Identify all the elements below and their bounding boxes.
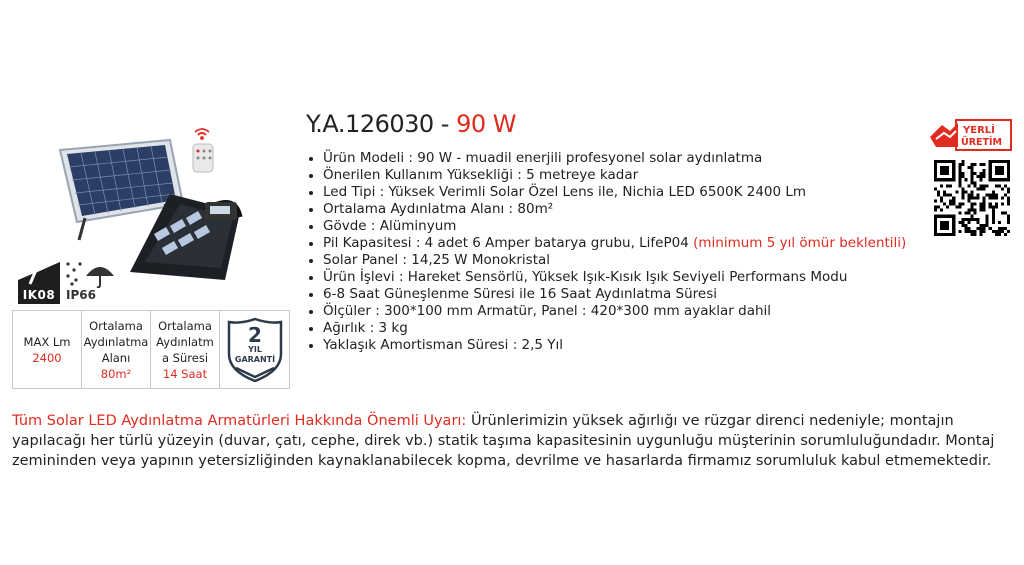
warranty-text: GARANTİ <box>234 354 275 364</box>
product-power: 90 W <box>456 110 516 138</box>
feature-item: Ürün Modeli : 90 W - muadil enerjili profesyonel solar aydınlatma <box>306 150 906 167</box>
max-lm-cell <box>13 311 82 388</box>
spec-summary-box <box>12 310 290 389</box>
max-lm-label: MAX Lm <box>23 334 71 349</box>
ip66-badge <box>64 258 126 304</box>
feature-item: Yaklaşık Amortisman Süresi : 2,5 Yıl <box>306 337 906 354</box>
notice-title: Tüm Solar LED Aydınlatma Armatürleri Hakkında Önemli Uyarı: <box>12 413 471 429</box>
important-notice <box>12 411 1012 471</box>
feature-item: Gövde : Alüminyum <box>306 218 906 235</box>
feature-list <box>306 150 906 354</box>
feature-item: Ölçüler : 300*100 mm Armatür, Panel : 420*300 mm ayaklar dahil <box>306 303 906 320</box>
duration-cell <box>151 311 220 388</box>
ip-label: IP66 <box>66 288 96 302</box>
feature-item: Ürün İşlevi : Hareket Sensörlü, Yüksek Işık-Kısık Işık Seviyeli Performans Modu <box>306 269 906 286</box>
qr-code[interactable] <box>934 160 1010 236</box>
yerli-uretim-logo <box>928 117 1012 153</box>
feature-item: Ağırlık : 3 kg <box>306 320 906 337</box>
warranty-number: 2 <box>247 322 262 347</box>
remote-control-icon <box>193 144 213 172</box>
impact-hammer-icon <box>18 258 60 288</box>
yerli-line2: ÜRETİM <box>961 137 1002 148</box>
feature-item: Önerilen Kullanım Yüksekliği : 5 metreye kadar <box>306 167 906 184</box>
ik08-badge <box>18 258 60 304</box>
certification-badges <box>18 258 128 304</box>
feature-item: Pil Kapasitesi : 4 adet 6 Amper batarya grubu, LifeP04 (minimum 5 yıl ömür beklentili) <box>306 235 906 252</box>
duration-label-1: Ortalama <box>158 318 212 333</box>
warranty-cell <box>220 311 289 388</box>
max-lm-value: 2400 <box>32 350 62 365</box>
duration-label-2: Aydınlatm <box>156 334 214 349</box>
area-value: 80m² <box>100 366 132 381</box>
warranty-unit: YIL <box>247 344 262 354</box>
ik-label: IK08 <box>18 287 60 304</box>
warranty-shield-icon <box>226 316 284 384</box>
area-label-2: Aydınlatma <box>83 334 149 349</box>
area-label-3: Alanı <box>101 350 131 365</box>
feature-item: Ortalama Aydınlatma Alanı : 80m² <box>306 201 906 218</box>
feature-item: Solar Panel : 14,25 W Monokristal <box>306 252 906 269</box>
duration-label-3: a Süresi <box>161 350 209 365</box>
feature-highlight: (minimum 5 yıl ömür beklentili) <box>693 235 907 251</box>
area-label-1: Ortalama <box>89 318 143 333</box>
area-cell <box>82 311 151 388</box>
product-title <box>306 110 516 138</box>
feature-item: 6-8 Saat Güneşlenme Süresi ile 16 Saat Aydınlatma Süresi <box>306 286 906 303</box>
notice-body: Ürünlerimizin yüksek ağırlığı ve rüzgar direnci nedeniyle; montajın yapılacağı her türlü yüzeyin (duvar, çatı, cephe, direk vb.) statik taşıma kapasitesinin uygunluğu müşterinin sorumluluğundadır. Montaj zemininden veya yapının yetersizliğinden kaynaklanabilecek kopma, devrilme ve hasarlarda firmamız sorumluluk kabul etmemektedir. <box>12 413 995 469</box>
yerli-line1: YERLİ <box>963 125 995 136</box>
product-code: Y.A.126030 - <box>306 110 457 138</box>
duration-value: 14 Saat <box>162 366 208 381</box>
feature-item: Led Tipi : Yüksek Verimli Solar Özel Lens ile, Nichia LED 6500K 2400 Lm <box>306 184 906 201</box>
wifi-icon <box>195 129 209 139</box>
rain-umbrella-icon <box>64 258 126 288</box>
